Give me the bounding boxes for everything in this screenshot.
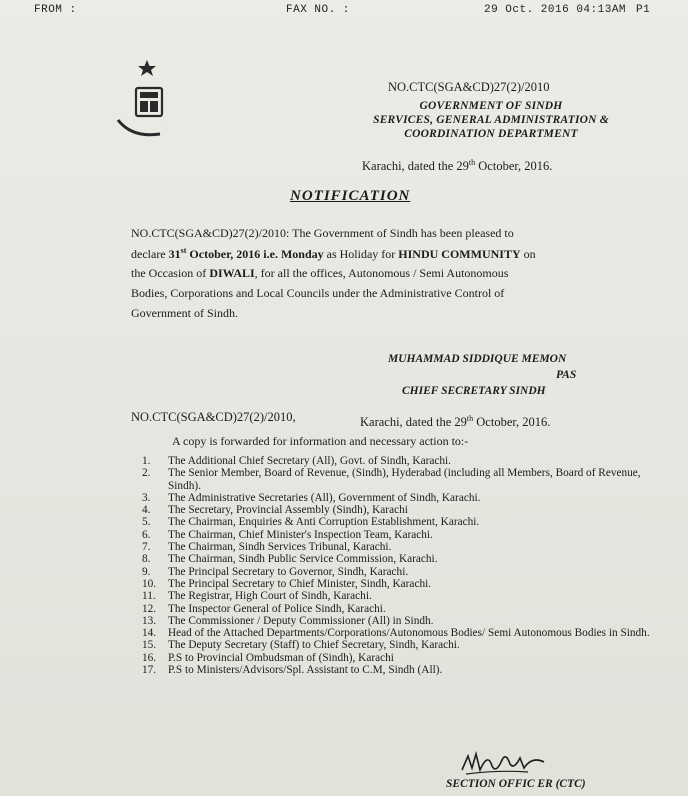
recipient-text: The Registrar, High Court of Sindh, Karachi. (168, 590, 372, 603)
recipient-item (142, 639, 662, 651)
recipient-item (142, 590, 662, 602)
holiday-date-sup: st (180, 246, 187, 255)
dated-sup: th (468, 158, 476, 167)
body-line-1: NO.CTC(SGA&CD)27(2)/2010: The Government of Sindh has been pleased to (131, 226, 514, 240)
gov-line-2: SERVICES, GENERAL ADMINISTRATION & (373, 114, 609, 126)
recipient-text: The Principal Secretary to Chief Minister, Sindh, Karachi. (168, 577, 432, 590)
signatory-grade: PAS (556, 369, 577, 381)
recipient-text: The Inspector General of Police Sindh, Karachi. (168, 602, 386, 615)
recipient-number: 7. (142, 541, 151, 554)
body-text: declare (131, 247, 169, 261)
section-officer: SECTION OFFIC ER (CTC) (446, 778, 586, 790)
notification-title: NOTIFICATION (290, 188, 411, 204)
occasion-name: DIWALI (209, 266, 255, 280)
dated-suffix: October, 2016. (473, 415, 551, 430)
recipient-number: 8. (142, 553, 151, 566)
fax-from: FROM : (34, 4, 77, 16)
recipient-item (142, 516, 662, 528)
recipient-number: 12. (142, 602, 157, 615)
fax-datetime: 29 Oct. 2016 04:13AM (484, 4, 627, 16)
body-text: as Holiday for (323, 247, 399, 261)
dated-sup: th (466, 414, 474, 423)
body-line-3 (131, 266, 508, 281)
dated-line (362, 158, 552, 174)
recipient-text: The Commissioner / Deputy Commissioner (All) in Sindh. (168, 614, 434, 627)
recipient-item (142, 652, 662, 664)
recipient-text: The Secretary, Provincial Assembly (Sindh), Karachi (168, 504, 408, 517)
recipient-item (142, 504, 662, 516)
recipient-number: 11. (142, 590, 156, 603)
recipient-item (142, 603, 662, 615)
body-line-2 (131, 246, 536, 262)
body-text: , for all the offices, Autonomous / Semi Autonomous (254, 266, 509, 280)
recipient-item (142, 615, 662, 627)
dated-suffix: October, 2016. (475, 159, 553, 174)
body-text: on (520, 247, 536, 261)
community-name: HINDU COMMUNITY (398, 247, 521, 261)
recipient-number: 1. (142, 455, 151, 467)
recipient-number: 2. (142, 467, 151, 480)
recipient-number: 14. (142, 627, 157, 640)
recipient-item (142, 492, 662, 504)
fax-number: FAX NO. : (286, 4, 350, 16)
government-seal-icon (108, 58, 186, 140)
body-line-5: Government of Sindh. (131, 306, 238, 320)
recipient-number: 5. (142, 516, 151, 529)
recipient-text: The Additional Chief Secretary (All), Govt. of Sindh, Karachi. (168, 455, 451, 467)
recipient-number: 16. (142, 651, 157, 664)
fax-page: P1 (636, 4, 651, 16)
handwritten-signature (458, 748, 550, 778)
signatory-name: MUHAMMAD SIDDIQUE MEMON (388, 353, 567, 365)
recipient-item (142, 529, 662, 541)
recipient-number: 9. (142, 565, 151, 578)
copy-forwarded-line: A copy is forwarded for information and necessary action to:- (172, 434, 469, 448)
dated-line-second (360, 414, 550, 430)
recipient-item (142, 553, 662, 565)
holiday-date: 31 (168, 247, 181, 261)
recipient-item (142, 627, 662, 639)
gov-line-1: GOVERNMENT OF SINDH (419, 100, 563, 112)
recipient-item (142, 664, 662, 676)
recipient-number: 4. (142, 504, 151, 517)
recipient-item (142, 566, 662, 578)
recipient-text: The Chairman, Enquiries & Anti Corruption Establishment, Karachi. (168, 516, 480, 529)
recipient-text: The Senior Member, Board of Revenue, (Sindh), Hyderabad (including all Members, Board of Revenue, Sindh). (168, 467, 641, 492)
recipient-text: Head of the Attached Departments/Corporations/Autonomous Bodies/ Semi Autonomous Bodies in Sindh. (168, 627, 650, 640)
dated-prefix: Karachi, dated the 29 (360, 415, 467, 430)
recipient-text: P.S to Ministers/Advisors/Spl. Assistant to C.M, Sindh (All). (168, 664, 443, 677)
reference-number: NO.CTC(SGA&CD)27(2)/2010 (388, 80, 550, 94)
holiday-day: October, 2016 i.e. Monday (186, 247, 324, 261)
reference-number-second: NO.CTC(SGA&CD)27(2)/2010, (131, 410, 296, 424)
recipient-text: The Chairman, Chief Minister's Inspection Team, Karachi. (168, 528, 433, 541)
body-line-4: Bodies, Corporations and Local Councils under the Administrative Control of (131, 286, 505, 300)
signatory-designation: CHIEF SECRETARY SINDH (402, 385, 546, 397)
recipient-number: 17. (142, 664, 157, 677)
recipient-text: P.S to Provincial Ombudsman of (Sindh), Karachi (168, 651, 394, 664)
recipient-text: The Deputy Secretary (Staff) to Chief Secretary, Sindh, Karachi. (168, 639, 460, 652)
recipient-number: 10. (142, 577, 157, 590)
recipient-item (142, 578, 662, 590)
recipient-text: The Principal Secretary to Governor, Sindh, Karachi. (168, 565, 409, 578)
dated-prefix: Karachi, dated the 29 (362, 159, 469, 174)
recipient-number: 13. (142, 614, 157, 627)
recipient-text: The Chairman, Sindh Public Service Commission, Karachi. (168, 553, 438, 566)
gov-line-3: COORDINATION DEPARTMENT (404, 128, 578, 140)
recipient-number: 6. (142, 528, 151, 541)
recipient-text: The Administrative Secretaries (All), Government of Sindh, Karachi. (168, 491, 481, 504)
recipient-item (142, 455, 662, 467)
recipient-item (142, 467, 662, 492)
recipient-number: 3. (142, 491, 151, 504)
body-text: the Occasion of (131, 266, 210, 280)
recipient-number: 15. (142, 639, 157, 652)
recipient-list (142, 455, 662, 676)
recipient-text: The Chairman, Sindh Services Tribunal, Karachi. (168, 541, 392, 554)
recipient-item (142, 541, 662, 553)
